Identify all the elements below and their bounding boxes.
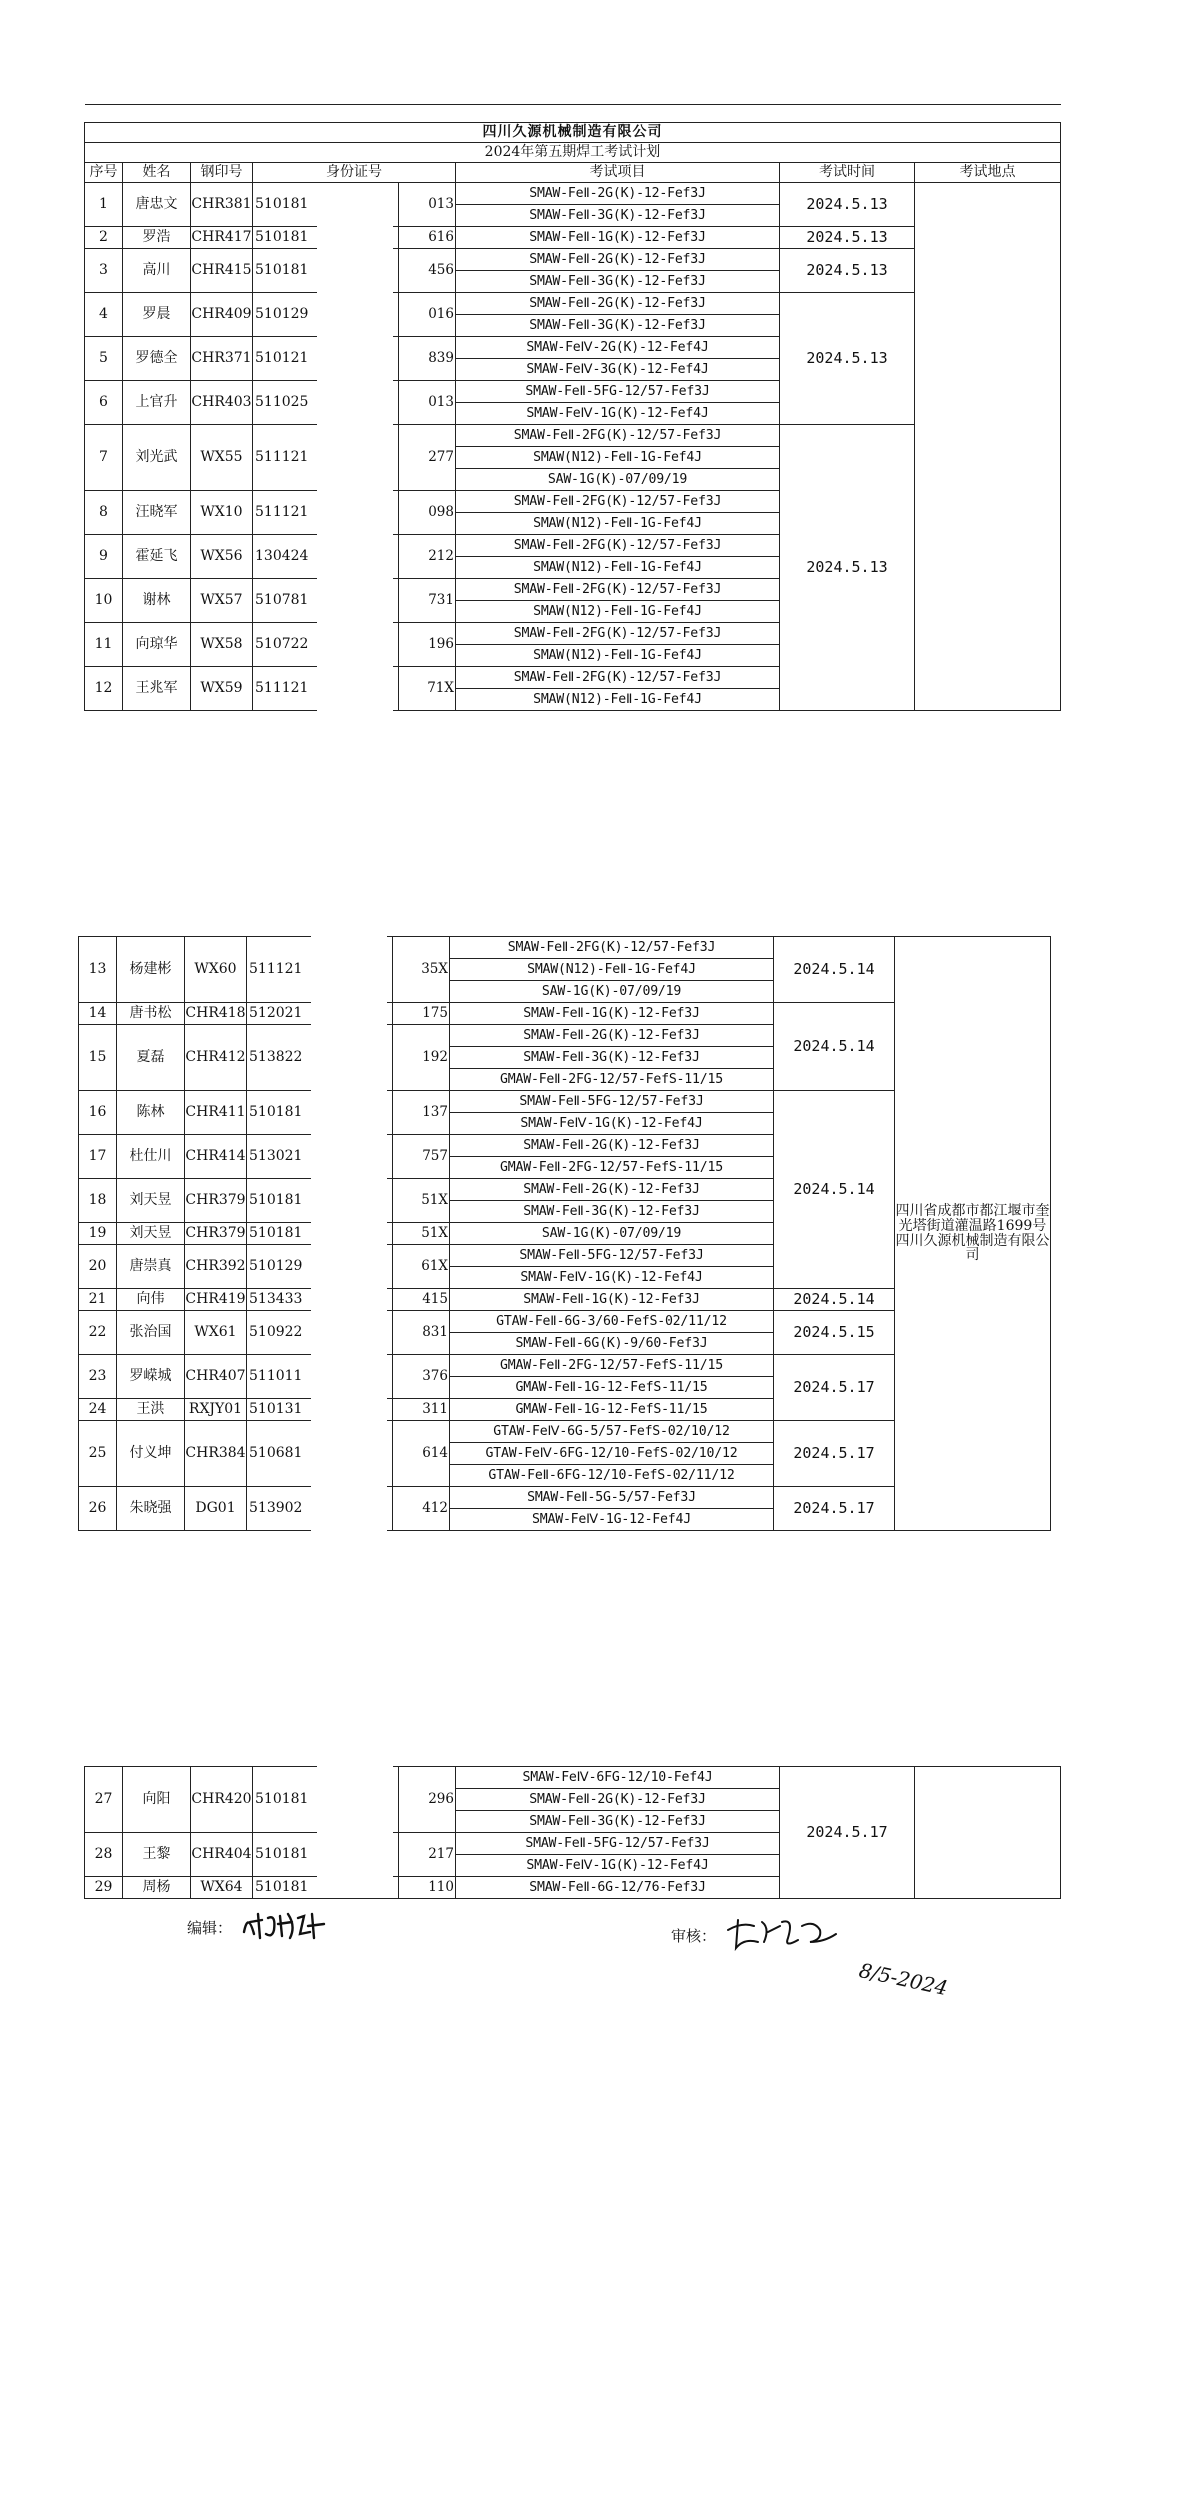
exam-item: SMAW-FeⅡ-3G(K)-12-Fef3J (450, 1201, 774, 1223)
row-id-suffix: 415 (393, 1289, 450, 1311)
row-id-suffix: 311 (393, 1399, 450, 1421)
row-name: 罗晨 (123, 293, 191, 337)
row-no: 14 (79, 1003, 117, 1025)
exam-item: SMAW-FeⅡ-2G(K)-12-Fef3J (450, 1135, 774, 1157)
exam-item: SMAW-FeⅡ-1G(K)-12-Fef3J (450, 1289, 774, 1311)
exam-item: SMAW-FeⅡ-2FG(K)-12/57-Fef3J (456, 667, 780, 689)
row-name: 夏磊 (117, 1025, 185, 1091)
company-name: 四川久源机械制造有限公司 (85, 123, 1061, 143)
row-stamp: CHR371 (191, 337, 253, 381)
row-id-suffix: 614 (393, 1421, 450, 1487)
row-id-suffix: 831 (393, 1311, 450, 1355)
row-name: 王黎 (123, 1833, 191, 1877)
row-name: 陈林 (117, 1091, 185, 1135)
redaction-strip (317, 1766, 393, 1898)
row-stamp: RXJY01 (185, 1399, 247, 1421)
exam-date: 2024.5.17 (774, 1421, 895, 1487)
exam-item: SMAW-FeⅡ-1G(K)-12-Fef3J (450, 1003, 774, 1025)
row-name: 向琼华 (123, 623, 191, 667)
row-id-suffix: 376 (393, 1355, 450, 1399)
exam-item: SMAW(N12)-FeⅡ-1G-Fef4J (456, 689, 780, 711)
row-id-suffix: 217 (399, 1833, 456, 1877)
row-id-suffix: 196 (399, 623, 456, 667)
redaction-strip (317, 185, 393, 734)
exam-item: SMAW-FeⅡ-3G(K)-12-Fef3J (456, 1811, 780, 1833)
row-id-prefix: 513902 (247, 1487, 393, 1531)
exam-item: SMAW-FeⅡ-3G(K)-12-Fef3J (450, 1047, 774, 1069)
row-id-suffix: 71X (399, 667, 456, 711)
exam-item: GMAW-FeⅡ-1G-12-FefS-11/15 (450, 1399, 774, 1421)
row-id-prefix: 510181 (253, 227, 399, 249)
row-no: 5 (85, 337, 123, 381)
row-id-prefix: 510181 (253, 1877, 399, 1899)
row-id-suffix: 51X (393, 1179, 450, 1223)
row-no: 27 (85, 1767, 123, 1833)
row-no: 4 (85, 293, 123, 337)
row-name: 朱晓强 (117, 1487, 185, 1531)
row-stamp: CHR411 (185, 1091, 247, 1135)
header-id: 身份证号 (253, 163, 456, 183)
exam-item: SMAW-FeⅡ-3G(K)-12-Fef3J (456, 271, 780, 293)
row-no: 6 (85, 381, 123, 425)
row-stamp: CHR384 (185, 1421, 247, 1487)
row-no: 9 (85, 535, 123, 579)
row-stamp: CHR392 (185, 1245, 247, 1289)
row-id-suffix: 013 (399, 183, 456, 227)
row-name: 周杨 (123, 1877, 191, 1899)
row-id-suffix: 137 (393, 1091, 450, 1135)
row-id-prefix: 510181 (253, 1767, 399, 1833)
row-id-suffix: 016 (399, 293, 456, 337)
row-no: 13 (79, 937, 117, 1003)
row-id-prefix: 510181 (253, 183, 399, 227)
row-id-suffix: 731 (399, 579, 456, 623)
row-id-prefix: 513433 (247, 1289, 393, 1311)
row-name: 向伟 (117, 1289, 185, 1311)
row-no: 7 (85, 425, 123, 491)
row-no: 24 (79, 1399, 117, 1421)
row-name: 王洪 (117, 1399, 185, 1421)
row-stamp: CHR404 (191, 1833, 253, 1877)
header-no: 序号 (85, 163, 123, 183)
exam-item: SMAW-FeⅡ-2G(K)-12-Fef3J (450, 1025, 774, 1047)
exam-item: SMAW-FeⅣ-1G(K)-12-Fef4J (450, 1267, 774, 1289)
row-name: 罗浩 (123, 227, 191, 249)
exam-date: 2024.5.13 (780, 425, 915, 711)
row-name: 谢林 (123, 579, 191, 623)
exam-item: SMAW-FeⅡ-2FG(K)-12/57-Fef3J (456, 535, 780, 557)
row-id-suffix: 412 (393, 1487, 450, 1531)
exam-item: SAW-1G(K)-07/09/19 (450, 981, 774, 1003)
row-id-suffix: 61X (393, 1245, 450, 1289)
row-id-suffix: 296 (399, 1767, 456, 1833)
row-name: 汪晓军 (123, 491, 191, 535)
redaction-strip (311, 936, 387, 1570)
row-id-prefix: 510681 (247, 1421, 393, 1487)
row-stamp: DG01 (185, 1487, 247, 1531)
exam-item: GMAW-FeⅡ-1G-12-FefS-11/15 (450, 1377, 774, 1399)
exam-item: SMAW-FeⅡ-5G-5/57-Fef3J (450, 1487, 774, 1509)
row-no: 21 (79, 1289, 117, 1311)
row-id-suffix: 456 (399, 249, 456, 293)
exam-item: SMAW(N12)-FeⅡ-1G-Fef4J (456, 513, 780, 535)
row-stamp: CHR414 (185, 1135, 247, 1179)
row-stamp: WX57 (191, 579, 253, 623)
exam-item: SMAW(N12)-FeⅡ-1G-Fef4J (456, 447, 780, 469)
exam-date: 2024.5.15 (774, 1311, 895, 1355)
exam-item: SMAW-FeⅣ-1G(K)-12-Fef4J (456, 1855, 780, 1877)
exam-date: 2024.5.14 (774, 1003, 895, 1091)
exam-item: SMAW(N12)-FeⅡ-1G-Fef4J (450, 959, 774, 981)
exam-item: SMAW(N12)-FeⅡ-1G-Fef4J (456, 645, 780, 667)
editor-label: 编辑： (187, 1919, 233, 1937)
exam-item: SMAW-FeⅡ-1G(K)-12-Fef3J (456, 227, 780, 249)
row-stamp: WX10 (191, 491, 253, 535)
exam-date: 2024.5.13 (780, 183, 915, 227)
row-id-prefix: 510181 (247, 1179, 393, 1223)
reviewer-signature-icon (724, 1912, 844, 1954)
row-stamp: CHR417 (191, 227, 253, 249)
row-stamp: WX59 (191, 667, 253, 711)
row-stamp: CHR412 (185, 1025, 247, 1091)
row-no: 19 (79, 1223, 117, 1245)
row-id-prefix: 511121 (253, 491, 399, 535)
exam-item: SMAW-FeⅣ-1G(K)-12-Fef4J (456, 403, 780, 425)
row-id-prefix: 510181 (253, 1833, 399, 1877)
editor-signature-icon (238, 1904, 330, 1944)
row-stamp: WX60 (185, 937, 247, 1003)
row-id-suffix: 110 (399, 1877, 456, 1899)
location-cell-empty (915, 183, 1061, 711)
exam-date: 2024.5.14 (774, 1091, 895, 1289)
row-no: 11 (85, 623, 123, 667)
row-name: 唐忠文 (123, 183, 191, 227)
row-stamp: CHR409 (191, 293, 253, 337)
exam-item: SMAW-FeⅡ-5FG-12/57-Fef3J (450, 1245, 774, 1267)
exam-item: SMAW-FeⅡ-2G(K)-12-Fef3J (456, 183, 780, 205)
exam-item: SMAW-FeⅡ-5FG-12/57-Fef3J (456, 381, 780, 403)
row-id-suffix: 098 (399, 491, 456, 535)
row-no: 28 (85, 1833, 123, 1877)
exam-item: SMAW-FeⅣ-1G(K)-12-Fef4J (450, 1113, 774, 1135)
row-id-suffix: 51X (393, 1223, 450, 1245)
exam-item: GMAW-FeⅡ-2FG-12/57-FefS-11/15 (450, 1157, 774, 1179)
exam-date: 2024.5.13 (780, 293, 915, 425)
row-id-suffix: 839 (399, 337, 456, 381)
exam-item: SMAW-FeⅡ-3G(K)-12-Fef3J (456, 205, 780, 227)
row-id-prefix: 511011 (247, 1355, 393, 1399)
row-name: 刘天昱 (117, 1179, 185, 1223)
row-stamp: CHR407 (185, 1355, 247, 1399)
exam-item: SMAW-FeⅡ-2FG(K)-12/57-Fef3J (450, 937, 774, 959)
row-id-prefix: 510722 (253, 623, 399, 667)
row-id-prefix: 130424 (253, 535, 399, 579)
row-id-suffix: 013 (399, 381, 456, 425)
row-no: 17 (79, 1135, 117, 1179)
plan-table-part3 (84, 1766, 1061, 1899)
exam-item: SMAW(N12)-FeⅡ-1G-Fef4J (456, 601, 780, 623)
header-location: 考试地点 (915, 163, 1061, 183)
row-id-prefix: 513021 (247, 1135, 393, 1179)
exam-item: SAW-1G(K)-07/09/19 (456, 469, 780, 491)
plan-title: 2024年第五期焊工考试计划 (85, 143, 1061, 163)
row-id-suffix: 35X (393, 937, 450, 1003)
row-id-suffix: 616 (399, 227, 456, 249)
exam-date: 2024.5.17 (774, 1355, 895, 1421)
row-no: 3 (85, 249, 123, 293)
row-id-prefix: 510129 (253, 293, 399, 337)
row-name: 王兆军 (123, 667, 191, 711)
header-name: 姓名 (123, 163, 191, 183)
exam-date: 2024.5.14 (774, 1289, 895, 1311)
row-no: 26 (79, 1487, 117, 1531)
row-name: 唐崇真 (117, 1245, 185, 1289)
exam-item: GTAW-FeⅡ-6G-3/60-FefS-02/11/12 (450, 1311, 774, 1333)
row-name: 向阳 (123, 1767, 191, 1833)
row-name: 霍延飞 (123, 535, 191, 579)
row-no: 10 (85, 579, 123, 623)
exam-item: SMAW-FeⅡ-2FG(K)-12/57-Fef3J (456, 425, 780, 447)
exam-location: 四川省成都市都江堰市奎光塔街道灌温路1699号 四川久源机械制造有限公司 (895, 937, 1051, 1531)
row-id-prefix: 510121 (253, 337, 399, 381)
row-name: 上官升 (123, 381, 191, 425)
row-name: 高川 (123, 249, 191, 293)
exam-item: SMAW(N12)-FeⅡ-1G-Fef4J (456, 557, 780, 579)
row-id-prefix: 511121 (253, 425, 399, 491)
row-no: 8 (85, 491, 123, 535)
row-name: 付义坤 (117, 1421, 185, 1487)
row-id-prefix: 510181 (247, 1091, 393, 1135)
exam-item: SMAW-FeⅡ-5FG-12/57-Fef3J (450, 1091, 774, 1113)
exam-item: SMAW-FeⅣ-1G-12-Fef4J (450, 1509, 774, 1531)
row-no: 20 (79, 1245, 117, 1289)
location-cell-empty (915, 1767, 1061, 1899)
row-id-prefix: 511025 (253, 381, 399, 425)
row-id-prefix: 510181 (247, 1223, 393, 1245)
row-name: 刘天昱 (117, 1223, 185, 1245)
row-name: 罗德全 (123, 337, 191, 381)
row-no: 23 (79, 1355, 117, 1399)
row-stamp: CHR415 (191, 249, 253, 293)
exam-item: SMAW-FeⅡ-2G(K)-12-Fef3J (456, 249, 780, 271)
exam-item: SMAW-FeⅡ-6G(K)-9/60-Fef3J (450, 1333, 774, 1355)
header-exam: 考试项目 (456, 163, 780, 183)
row-id-prefix: 510129 (247, 1245, 393, 1289)
row-name: 罗嵘城 (117, 1355, 185, 1399)
exam-item: GMAW-FeⅡ-2FG-12/57-FefS-11/15 (450, 1355, 774, 1377)
row-stamp: WX64 (191, 1877, 253, 1899)
row-stamp: CHR381 (191, 183, 253, 227)
exam-item: SMAW-FeⅡ-2FG(K)-12/57-Fef3J (456, 623, 780, 645)
row-id-suffix: 192 (393, 1025, 450, 1091)
exam-item: SMAW-FeⅡ-2G(K)-12-Fef3J (456, 293, 780, 315)
plan-table-part1 (84, 104, 1061, 711)
exam-item: SMAW-FeⅡ-5FG-12/57-Fef3J (456, 1833, 780, 1855)
row-id-prefix: 510181 (253, 249, 399, 293)
row-name: 杨建彬 (117, 937, 185, 1003)
row-no: 18 (79, 1179, 117, 1223)
exam-item: SMAW-FeⅣ-6FG-12/10-Fef4J (456, 1767, 780, 1789)
exam-date: 2024.5.17 (774, 1487, 895, 1531)
plan-table-part2 (78, 936, 1051, 1531)
exam-item: GMAW-FeⅡ-2FG-12/57-FefS-11/15 (450, 1069, 774, 1091)
row-name: 杜仕川 (117, 1135, 185, 1179)
exam-date: 2024.5.13 (780, 249, 915, 293)
row-name: 刘光武 (123, 425, 191, 491)
header-time: 考试时间 (780, 163, 915, 183)
row-id-prefix: 511121 (253, 667, 399, 711)
row-name: 唐书松 (117, 1003, 185, 1025)
exam-item: SAW-1G(K)-07/09/19 (450, 1223, 774, 1245)
row-stamp: CHR418 (185, 1003, 247, 1025)
row-id-prefix: 512021 (247, 1003, 393, 1025)
reviewer-label: 审核： (671, 1927, 717, 1945)
exam-item: SMAW-FeⅡ-2G(K)-12-Fef3J (450, 1179, 774, 1201)
row-no: 25 (79, 1421, 117, 1487)
exam-item: GTAW-FeⅡ-6FG-12/10-FefS-02/11/12 (450, 1465, 774, 1487)
row-stamp: CHR419 (185, 1289, 247, 1311)
row-id-prefix: 510131 (247, 1399, 393, 1421)
row-id-prefix: 510922 (247, 1311, 393, 1355)
row-id-prefix: 511121 (247, 937, 393, 1003)
exam-item: SMAW-FeⅡ-2FG(K)-12/57-Fef3J (456, 579, 780, 601)
exam-item: SMAW-FeⅡ-6G-12/76-Fef3J (456, 1877, 780, 1899)
exam-item: SMAW-FeⅡ-2G(K)-12-Fef3J (456, 1789, 780, 1811)
row-no: 12 (85, 667, 123, 711)
exam-date: 2024.5.17 (780, 1767, 915, 1899)
row-no: 15 (79, 1025, 117, 1091)
exam-item: SMAW-FeⅣ-2G(K)-12-Fef4J (456, 337, 780, 359)
exam-item: SMAW-FeⅡ-2FG(K)-12/57-Fef3J (456, 491, 780, 513)
row-id-prefix: 510781 (253, 579, 399, 623)
row-name: 张治国 (117, 1311, 185, 1355)
header-stamp: 钢印号 (191, 163, 253, 183)
exam-item: GTAW-FeⅣ-6G-5/57-FefS-02/10/12 (450, 1421, 774, 1443)
row-stamp: CHR403 (191, 381, 253, 425)
row-stamp: WX55 (191, 425, 253, 491)
row-id-suffix: 175 (393, 1003, 450, 1025)
row-stamp: WX61 (185, 1311, 247, 1355)
exam-item: SMAW-FeⅡ-3G(K)-12-Fef3J (456, 315, 780, 337)
row-stamp: WX56 (191, 535, 253, 579)
row-stamp: CHR379 (185, 1179, 247, 1223)
row-id-prefix: 513822 (247, 1025, 393, 1091)
review-date: 8/5-2024 (857, 1958, 950, 2001)
row-id-suffix: 757 (393, 1135, 450, 1179)
row-id-suffix: 277 (399, 425, 456, 491)
row-stamp: CHR420 (191, 1767, 253, 1833)
exam-item: SMAW-FeⅣ-3G(K)-12-Fef4J (456, 359, 780, 381)
row-stamp: WX58 (191, 623, 253, 667)
row-no: 22 (79, 1311, 117, 1355)
exam-date: 2024.5.14 (774, 937, 895, 1003)
row-stamp: CHR379 (185, 1223, 247, 1245)
row-no: 16 (79, 1091, 117, 1135)
exam-date: 2024.5.13 (780, 227, 915, 249)
row-no: 1 (85, 183, 123, 227)
row-no: 29 (85, 1877, 123, 1899)
row-id-suffix: 212 (399, 535, 456, 579)
exam-item: GTAW-FeⅣ-6FG-12/10-FefS-02/10/12 (450, 1443, 774, 1465)
row-no: 2 (85, 227, 123, 249)
